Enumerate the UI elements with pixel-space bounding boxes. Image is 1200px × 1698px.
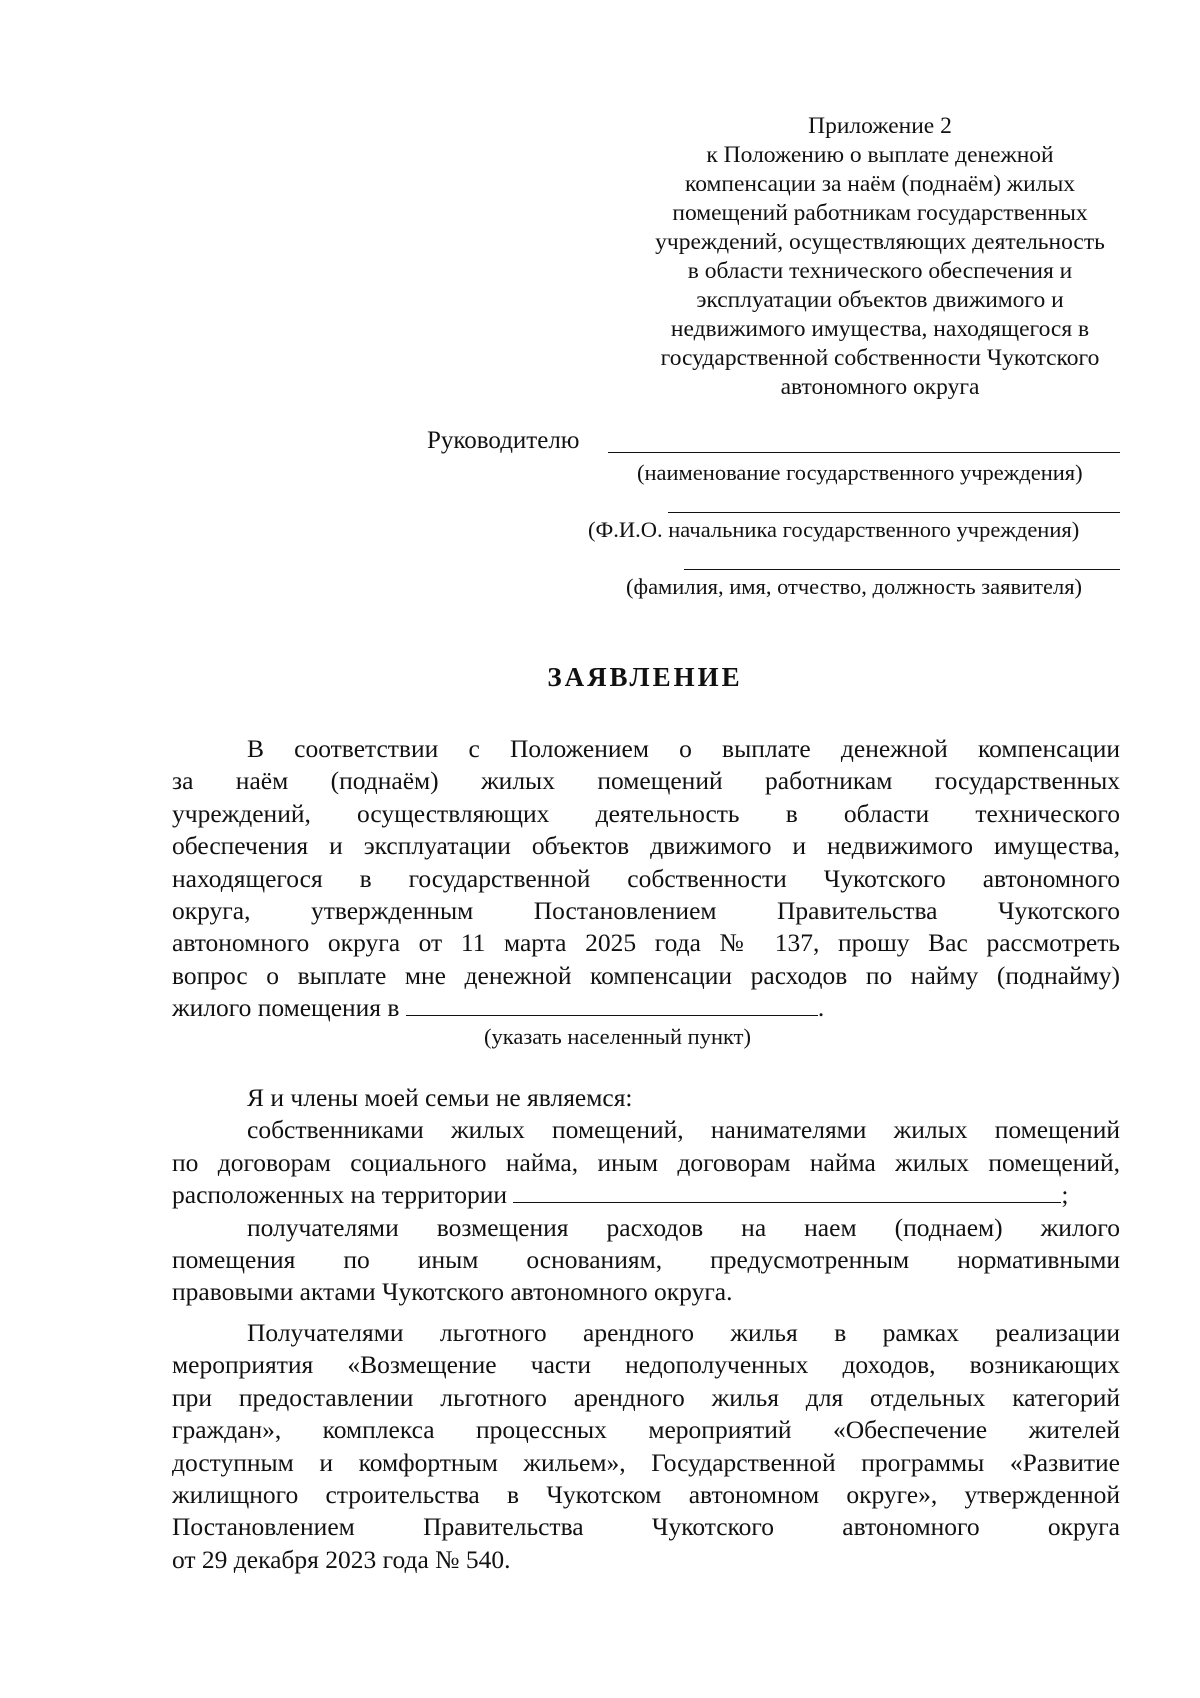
document-title: ЗАЯВЛЕНИЕ	[547, 662, 743, 692]
location-caption: (указать населенный пункт)	[484, 1024, 751, 1049]
head-caption: (Ф.И.О. начальника государственного учреждения)	[588, 517, 1080, 542]
applicant-caption: (фамилия, имя, отчество, должность заявителя)	[626, 574, 1083, 599]
text-line: В соответствии с Положением о выплате денежной компенсации	[247, 734, 1120, 763]
text-line: обеспечения и эксплуатации объектов движимого и недвижимого имущества,	[172, 831, 1120, 861]
text-line: получателями возмещения расходов на наем (поднаем) жилого	[247, 1212, 1120, 1242]
text-line: мероприятия «Возмещение части недополученных доходов, возникающих	[172, 1350, 1120, 1380]
paragraph-declaration	[172, 1082, 1120, 1309]
head-name-blank-line[interactable]	[668, 512, 1120, 513]
territory-prefix: расположенных на территории	[172, 1180, 507, 1210]
institution-caption: (наименование государственного учреждения)	[637, 460, 1083, 485]
text-line: учреждений, осуществляющих деятельность в области технического	[172, 798, 1120, 828]
appendix-line: недвижимого имущества, находящегося в	[670, 316, 1090, 342]
appendix-header	[640, 112, 1120, 402]
paragraph-request	[172, 733, 1120, 1025]
text-line-with-blank	[172, 992, 1120, 1024]
appendix-line: к Положению о выплате денежной	[706, 142, 1054, 168]
text-line: жилищного строительства в Чукотском автономном округе», утвержденной	[172, 1479, 1120, 1509]
text-line: Постановлением Правительства Чукотского автономного округа	[172, 1512, 1120, 1542]
appendix-line: в области технического обеспечения и	[687, 258, 1073, 284]
location-prefix: жилого помещения в	[172, 993, 400, 1023]
text-line: по договорам социального найма, иным договорам найма жилых помещений,	[172, 1147, 1120, 1177]
institution-blank-line[interactable]	[608, 452, 1120, 453]
appendix-line: компенсации за наём (поднаём) жилых	[684, 171, 1076, 197]
text-line: Я и члены моей семьи не являемся:	[247, 1083, 633, 1112]
paragraph-housing-program	[172, 1317, 1120, 1576]
location-suffix: .	[817, 993, 825, 1023]
text-line: автономного округа от 11 марта 2025 года № 137, прошу Вас рассмотреть	[172, 928, 1120, 958]
appendix-line: учреждений, осуществляющих деятельность	[655, 229, 1105, 255]
appendix-line: государственной собственности Чукотского	[660, 345, 1100, 371]
text-line: собственниками жилых помещений, нанимателями жилых помещений	[247, 1115, 1120, 1145]
territory-blank-line[interactable]	[513, 1182, 1061, 1203]
text-line: при предоставлении льготного арендного жилья для отдельных категорий	[172, 1382, 1120, 1412]
text-line: помещения по иным основаниям, предусмотренным нормативными	[172, 1244, 1120, 1274]
text-line: от 29 декабря 2023 года № 540.	[172, 1544, 511, 1574]
text-line: граждан», комплекса процессных мероприятий «Обеспечение жителей	[172, 1415, 1120, 1445]
text-line: округа, утвержденным Постановлением Правительства Чукотского	[172, 895, 1120, 925]
appendix-line: помещений работникам государственных	[672, 200, 1088, 226]
text-line: Получателями льготного арендного жилья в рамках реализации	[247, 1318, 1120, 1347]
text-line: правовыми актами Чукотского автономного округа.	[172, 1277, 733, 1307]
appendix-line: Приложение 2	[808, 113, 952, 139]
appendix-line: эксплуатации объектов движимого и	[696, 287, 1064, 313]
text-line: вопрос о выплате мне денежной компенсации расходов по найму (поднайму)	[172, 960, 1120, 990]
text-line: находящегося в государственной собственности Чукотского автономного	[172, 863, 1120, 893]
text-line: за наём (поднаём) жилых помещений работникам государственных	[172, 766, 1120, 796]
applicant-blank-line[interactable]	[684, 569, 1120, 570]
territory-suffix: ;	[1061, 1180, 1069, 1210]
location-blank-line[interactable]	[406, 995, 818, 1016]
text-line-with-blank	[172, 1179, 1120, 1211]
text-line: доступным и комфортным жильем», Государственной программы «Развитие	[172, 1447, 1120, 1477]
addressee-label: Руководителю	[427, 427, 580, 454]
appendix-line: автономного округа	[780, 374, 980, 400]
